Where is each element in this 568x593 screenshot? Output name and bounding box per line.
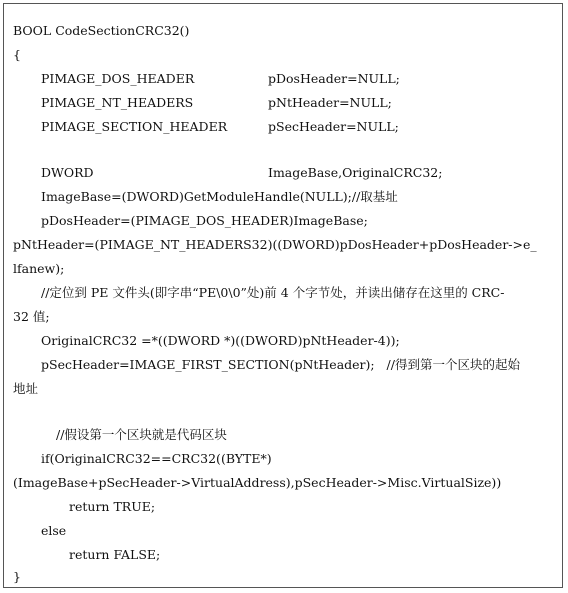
code-line-if-compare: if(OriginalCRC32==CRC32((BYTE*) xyxy=(41,451,272,466)
code-line-dos-header-var: pDosHeader=NULL; xyxy=(268,71,400,86)
code-line-nt-headers-type: PIMAGE_NT_HEADERS xyxy=(41,95,194,110)
code-line-dword-type: DWORD xyxy=(41,165,94,180)
code-line-secheader-comment-cont: 地址 xyxy=(13,381,39,396)
code-line-dosheader-assign: pDosHeader=(PIMAGE_DOS_HEADER)ImageBase; xyxy=(41,213,368,228)
code-line-close-brace: } xyxy=(13,569,21,584)
code-line-if-compare-cont: (ImageBase+pSecHeader->VirtualAddress),pSecHeader->Misc.VirtualSize)) xyxy=(13,475,502,490)
code-listing-frame xyxy=(3,3,563,588)
code-line-comment-locate-pe: //定位到 PE 文件头(即字串“PE\0\0”处)前 4 个字节处，并读出储存在这里的 CRC- xyxy=(41,285,505,300)
code-line-dos-header-type: PIMAGE_DOS_HEADER xyxy=(41,71,195,86)
code-line-dword-vars: ImageBase,OriginalCRC32; xyxy=(268,165,443,180)
code-line-nt-headers-var: pNtHeader=NULL; xyxy=(268,95,392,110)
code-line-ntheader-assign: pNtHeader=(PIMAGE_NT_HEADERS32)((DWORD)pDosHeader+pDosHeader->e_ xyxy=(13,237,537,252)
code-line-section-header-type: PIMAGE_SECTION_HEADER xyxy=(41,119,228,134)
code-line-function-signature: BOOL CodeSectionCRC32() xyxy=(13,23,190,38)
code-line-return-false: return FALSE; xyxy=(69,547,161,562)
code-line-comment-assume-code: //假设第一个区块就是代码区块 xyxy=(56,427,227,442)
code-line-imagebase-assign: ImageBase=(DWORD)GetModuleHandle(NULL);//取基址 xyxy=(41,189,398,204)
code-line-ntheader-assign-cont: lfanew); xyxy=(13,261,65,276)
code-line-else: else xyxy=(41,523,67,538)
code-line-return-true: return TRUE; xyxy=(69,499,156,514)
code-listing xyxy=(4,4,562,587)
code-line-secheader-assign: pSecHeader=IMAGE_FIRST_SECTION(pNtHeader); //得到第一个区块的起始 xyxy=(41,357,520,372)
code-line-comment-locate-pe-cont: 32 值; xyxy=(13,309,50,324)
code-line-section-header-var: pSecHeader=NULL; xyxy=(268,119,399,134)
code-line-open-brace: { xyxy=(13,47,21,62)
code-line-original-crc-assign: OriginalCRC32 =*((DWORD *)((DWORD)pNtHeader-4)); xyxy=(41,333,400,348)
